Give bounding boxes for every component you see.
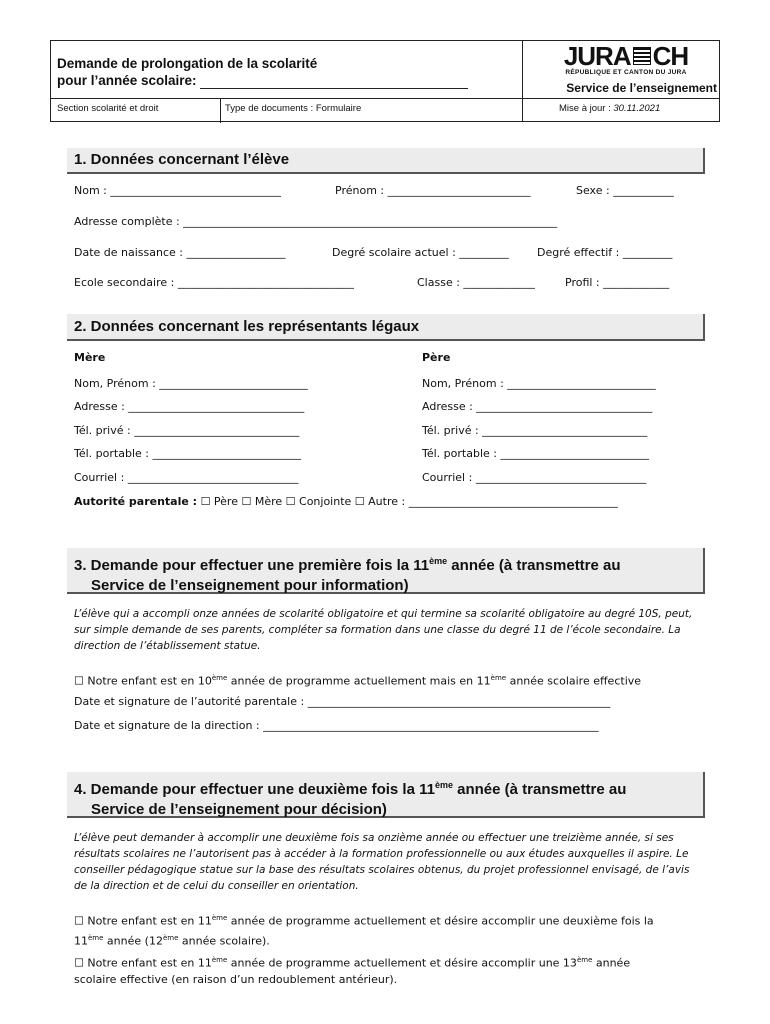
nom-field[interactable]: Nom : _______________________________ <box>74 184 281 197</box>
degre-effectif-field[interactable]: Degré effectif : _________ <box>537 246 673 259</box>
adresse-field[interactable]: Adresse complète : ____________________________________________________________________ <box>74 215 558 228</box>
section1-header: 1. Données concernant l’élève <box>67 148 705 174</box>
naissance-field[interactable]: Date de naissance : __________________ <box>74 246 286 259</box>
mere-courriel-field[interactable]: Courriel : _______________________________ <box>74 471 299 484</box>
autorite-label: Autorité parentale : <box>74 495 198 508</box>
checkbox-deuxieme-fois[interactable]: ☐ Notre enfant est en 11ème année de programme actuellement et désire accomplir une deuxième fois la 11ème année (12ème année scolaire). <box>74 914 654 948</box>
doctype-cell: Type de documents : Formulaire <box>225 103 362 114</box>
mere-portable-field[interactable]: Tél. portable : ___________________________ <box>74 447 301 460</box>
jura-logo: JURA CH RÉPUBLIQUE ET CANTON DU JURA <box>563 41 689 76</box>
profil-field[interactable]: Profil : ____________ <box>565 276 670 289</box>
pere-courriel-field[interactable]: Courriel : _______________________________ <box>422 471 647 484</box>
section2-header: 2. Données concernant les représentants légaux <box>67 314 705 341</box>
checkbox-pere[interactable]: ☐ Père <box>200 495 238 508</box>
mere-heading: Mère <box>74 351 106 364</box>
mere-tel-field[interactable]: Tél. privé : ______________________________ <box>74 424 300 437</box>
degre-actuel-field[interactable]: Degré scolaire actuel : _________ <box>332 246 509 259</box>
checkbox-conjointe[interactable]: ☐ Conjointe <box>285 495 352 508</box>
sign-parent-field[interactable]: Date et signature de l’autorité parentale : _______________________________________________________ <box>74 695 611 708</box>
section4-header: 4. Demande pour effectuer une deuxième fois la 11ème année (à transmettre au Service de l’enseignement pour décision) <box>67 772 705 818</box>
header-table <box>50 40 720 122</box>
update-cell: Mise à jour : 30.11.2021 <box>559 103 661 114</box>
classe-field[interactable]: Classe : _____________ <box>417 276 535 289</box>
checkbox-autre[interactable]: ☐ Autre : ______________________________________ <box>354 495 618 508</box>
autorite-row <box>74 495 618 509</box>
pere-nom-field[interactable]: Nom, Prénom : ___________________________ <box>422 377 656 390</box>
sexe-field[interactable]: Sexe : ___________ <box>576 184 674 197</box>
ecole-field[interactable]: Ecole secondaire : ________________________________ <box>74 276 354 289</box>
pere-portable-field[interactable]: Tél. portable : ___________________________ <box>422 447 649 460</box>
section4-intro: L’élève peut demander à accomplir une deuxième fois sa onzième année ou effectuer une treizième année, si ses résultats scolaires ne l’autorisent pas à accéder à la formation professionnelle ou aux études auxquelles il aspire. Le conseiller pédagogique statue sur la base des résultats scolaires obtenus, du projet professionnel envisagé, de l’avis de la direction et de celui du conseiller en orientation. <box>74 832 690 892</box>
flag-icon <box>633 47 651 65</box>
pere-tel-field[interactable]: Tél. privé : ______________________________ <box>422 424 648 437</box>
section3-header: 3. Demande pour effectuer une première fois la 11ème année (à transmettre au Service de l’enseignement pour information) <box>67 548 705 594</box>
checkbox-13eme[interactable]: ☐ Notre enfant est en 11ème année de programme actuellement et désire accomplir une 13ème année scolaire effective (en raison d’un redoublement antérieur). <box>74 956 631 986</box>
mere-adresse-field[interactable]: Adresse : ________________________________ <box>74 400 305 413</box>
mere-nom-field[interactable]: Nom, Prénom : ___________________________ <box>74 377 308 390</box>
checkbox-mere[interactable]: ☐ Mère <box>241 495 283 508</box>
checkbox-10eme[interactable]: ☐ Notre enfant est en 10ème année de programme actuellement mais en 11ème année scolaire effective <box>74 674 642 688</box>
pere-adresse-field[interactable]: Adresse : ________________________________ <box>422 400 653 413</box>
service-name: Service de l’enseignement <box>566 81 717 95</box>
sign-direction-field[interactable]: Date et signature de la direction : _____________________________________________________________ <box>74 719 599 732</box>
section3-intro: L’élève qui a accompli onze années de scolarité obligatoire et qui termine sa scolarité obligatoire au degré 10S, peut, sur simple demande de ses parents, compléter sa formation dans une classe du degré 11 de l’école secondaire. La direction de l’établissement statue. <box>74 608 693 652</box>
pere-heading: Père <box>422 351 451 364</box>
section-cell: Section scolarité et droit <box>57 103 159 114</box>
school-year-field[interactable] <box>200 74 468 89</box>
prenom-field[interactable]: Prénom : __________________________ <box>335 184 531 197</box>
form-title: Demande de prolongation de la scolarité pour l’année scolaire: <box>57 55 468 89</box>
